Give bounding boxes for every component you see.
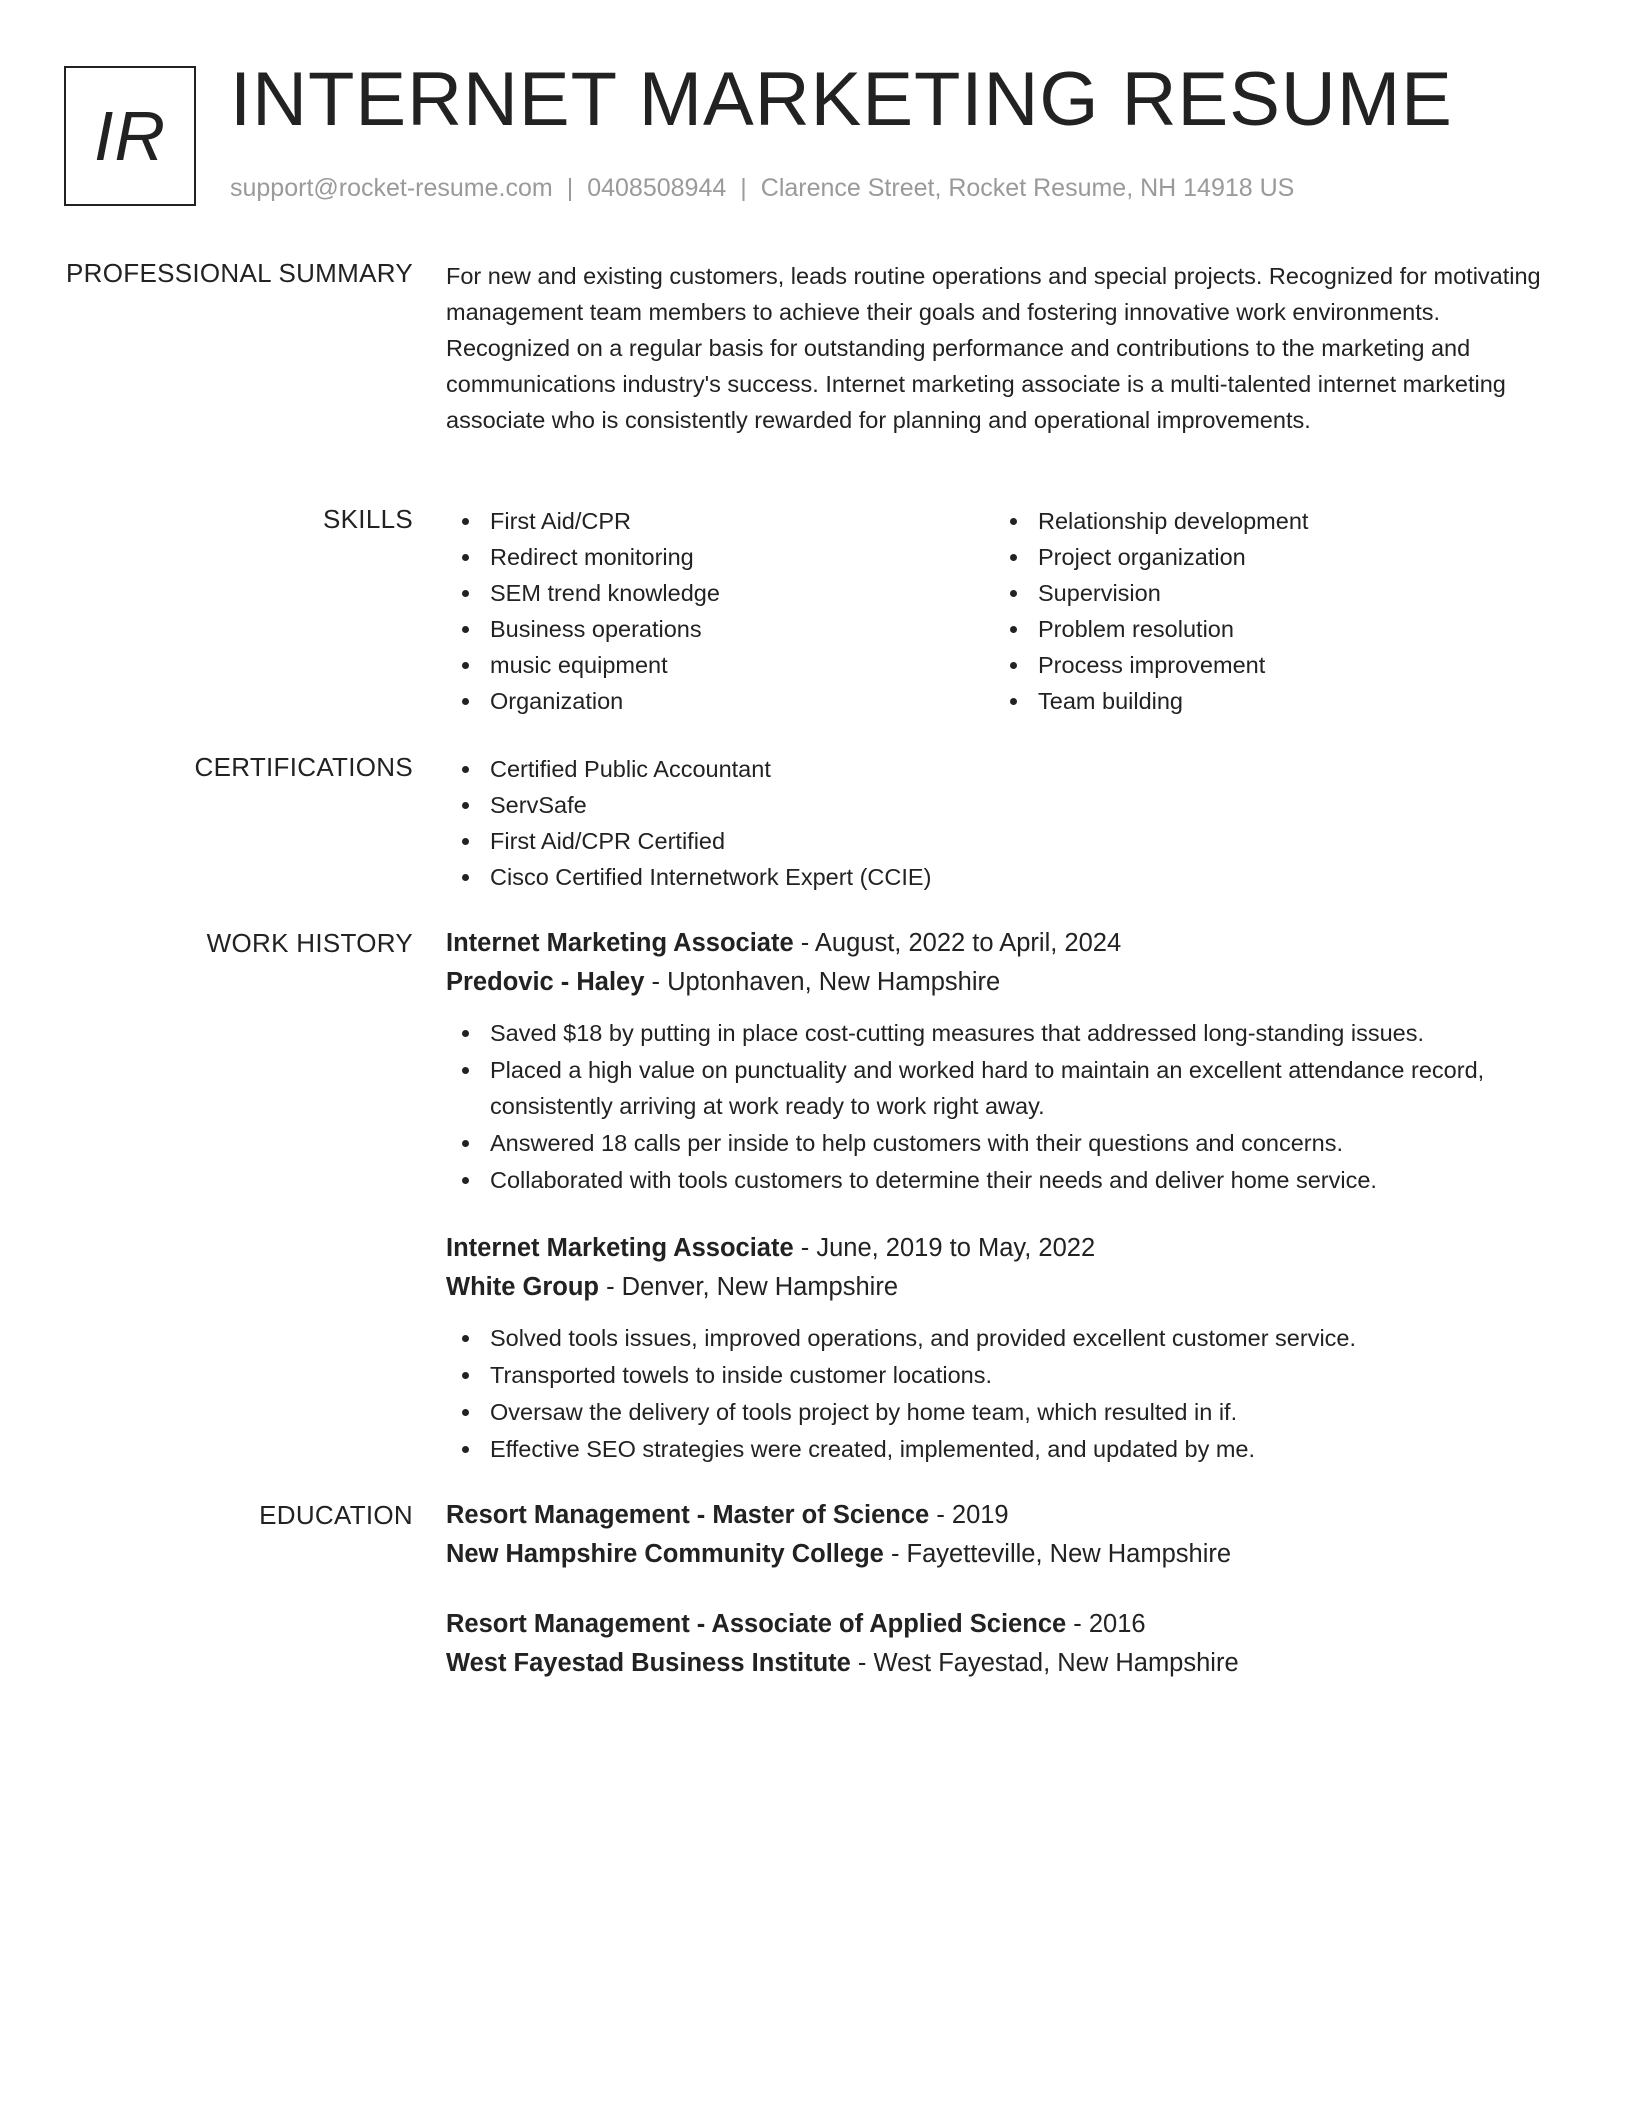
skill-item: Redirect monitoring bbox=[446, 539, 994, 575]
section-label-education: EDUCATION bbox=[259, 1500, 413, 1530]
skills-list bbox=[446, 503, 1546, 719]
job-bullet-list bbox=[446, 1320, 1546, 1467]
monogram-logo: IR bbox=[64, 66, 196, 206]
skill-item: music equipment bbox=[446, 647, 994, 683]
skill-item: Business operations bbox=[446, 611, 994, 647]
job-bullet: Collaborated with tools customers to determine their needs and deliver home service. bbox=[446, 1162, 1546, 1198]
job-bullet: Answered 18 calls per inside to help customers with their questions and concerns. bbox=[446, 1125, 1546, 1161]
education-entry bbox=[446, 1605, 1546, 1683]
job-title-line bbox=[446, 924, 1546, 963]
job-bullet-list bbox=[446, 1015, 1546, 1198]
job-company-line bbox=[446, 963, 1546, 1002]
education-year: - 2016 bbox=[1073, 1610, 1146, 1638]
contact-phone[interactable]: 0408508944 bbox=[587, 174, 727, 202]
education-degree: Resort Management - Associate of Applied Science bbox=[446, 1610, 1067, 1638]
education-school-line bbox=[446, 1644, 1546, 1683]
contact-email[interactable]: support@rocket-resume.com bbox=[230, 174, 553, 202]
contact-address: Clarence Street, Rocket Resume, NH 14918 US bbox=[760, 174, 1295, 202]
certifications-list bbox=[446, 751, 1546, 895]
skill-item: Relationship development bbox=[994, 503, 1542, 539]
section-label-skills: SKILLS bbox=[323, 504, 413, 534]
job-bullet: Effective SEO strategies were created, implemented, and updated by me. bbox=[446, 1431, 1546, 1467]
job-bullet: Placed a high value on punctuality and worked hard to maintain an excellent attendance record, consistently arriving at work ready to work right away. bbox=[446, 1052, 1546, 1124]
skills-column-left bbox=[446, 503, 994, 719]
contact-line bbox=[230, 174, 1294, 203]
job-entry bbox=[446, 1229, 1546, 1468]
job-location: - Denver, New Hampshire bbox=[606, 1273, 899, 1301]
job-company-line bbox=[446, 1268, 1546, 1307]
skill-item: SEM trend knowledge bbox=[446, 575, 994, 611]
education-school-line bbox=[446, 1535, 1546, 1574]
job-location: - Uptonhaven, New Hampshire bbox=[651, 968, 1001, 996]
section-label-certifications: CERTIFICATIONS bbox=[194, 752, 413, 782]
resume-title: INTERNET MARKETING RESUME bbox=[230, 57, 1453, 142]
skills-column-right bbox=[994, 503, 1542, 719]
section-label-summary: PROFESSIONAL SUMMARY bbox=[66, 258, 413, 288]
contact-separator: | bbox=[566, 174, 574, 202]
job-bullet: Oversaw the delivery of tools project by home team, which resulted in if. bbox=[446, 1394, 1546, 1430]
education-school: New Hampshire Community College bbox=[446, 1540, 884, 1568]
job-bullet: Solved tools issues, improved operations, and provided excellent customer service. bbox=[446, 1320, 1546, 1356]
summary-text: For new and existing customers, leads routine operations and special projects. Recognized for motivating management team members to achieve their goals and fostering innovative work environments. Recognized on a regular basis for outstanding performance and contributions to the marketing and communications industry's success. Internet marketing associate is a multi-talented internet marketing associate who is consistently rewarded for planning and operational improvements. bbox=[446, 263, 1541, 433]
certification-item: Certified Public Accountant bbox=[446, 751, 1546, 787]
education-degree-line bbox=[446, 1496, 1546, 1535]
job-bullet: Saved $18 by putting in place cost-cutting measures that addressed long-standing issues. bbox=[446, 1015, 1546, 1051]
job-dates: - August, 2022 to April, 2024 bbox=[800, 929, 1122, 957]
certification-item: First Aid/CPR Certified bbox=[446, 823, 1546, 859]
job-company: White Group bbox=[446, 1273, 599, 1301]
skill-item: Organization bbox=[446, 683, 994, 719]
job-company: Predovic - Haley bbox=[446, 968, 645, 996]
skill-item: Supervision bbox=[994, 575, 1542, 611]
job-dates: - June, 2019 to May, 2022 bbox=[800, 1234, 1096, 1262]
education-location: - West Fayestad, New Hampshire bbox=[857, 1649, 1239, 1677]
section-label-work-history: WORK HISTORY bbox=[206, 928, 413, 958]
education-degree: Resort Management - Master of Science bbox=[446, 1501, 930, 1529]
skill-item: Process improvement bbox=[994, 647, 1542, 683]
skill-item: Team building bbox=[994, 683, 1542, 719]
education-entry bbox=[446, 1496, 1546, 1574]
job-bullet: Transported towels to inside customer locations. bbox=[446, 1357, 1546, 1393]
job-title: Internet Marketing Associate bbox=[446, 929, 794, 957]
certification-item: ServSafe bbox=[446, 787, 1546, 823]
education-school: West Fayestad Business Institute bbox=[446, 1649, 851, 1677]
education-year: - 2019 bbox=[936, 1501, 1009, 1529]
skill-item: Problem resolution bbox=[994, 611, 1542, 647]
job-title: Internet Marketing Associate bbox=[446, 1234, 794, 1262]
job-entry bbox=[446, 924, 1546, 1199]
skill-item: First Aid/CPR bbox=[446, 503, 994, 539]
certification-item: Cisco Certified Internetwork Expert (CCIE) bbox=[446, 859, 1546, 895]
job-title-line bbox=[446, 1229, 1546, 1268]
education-location: - Fayetteville, New Hampshire bbox=[890, 1540, 1232, 1568]
education-degree-line bbox=[446, 1605, 1546, 1644]
skill-item: Project organization bbox=[994, 539, 1542, 575]
contact-separator: | bbox=[740, 174, 747, 202]
